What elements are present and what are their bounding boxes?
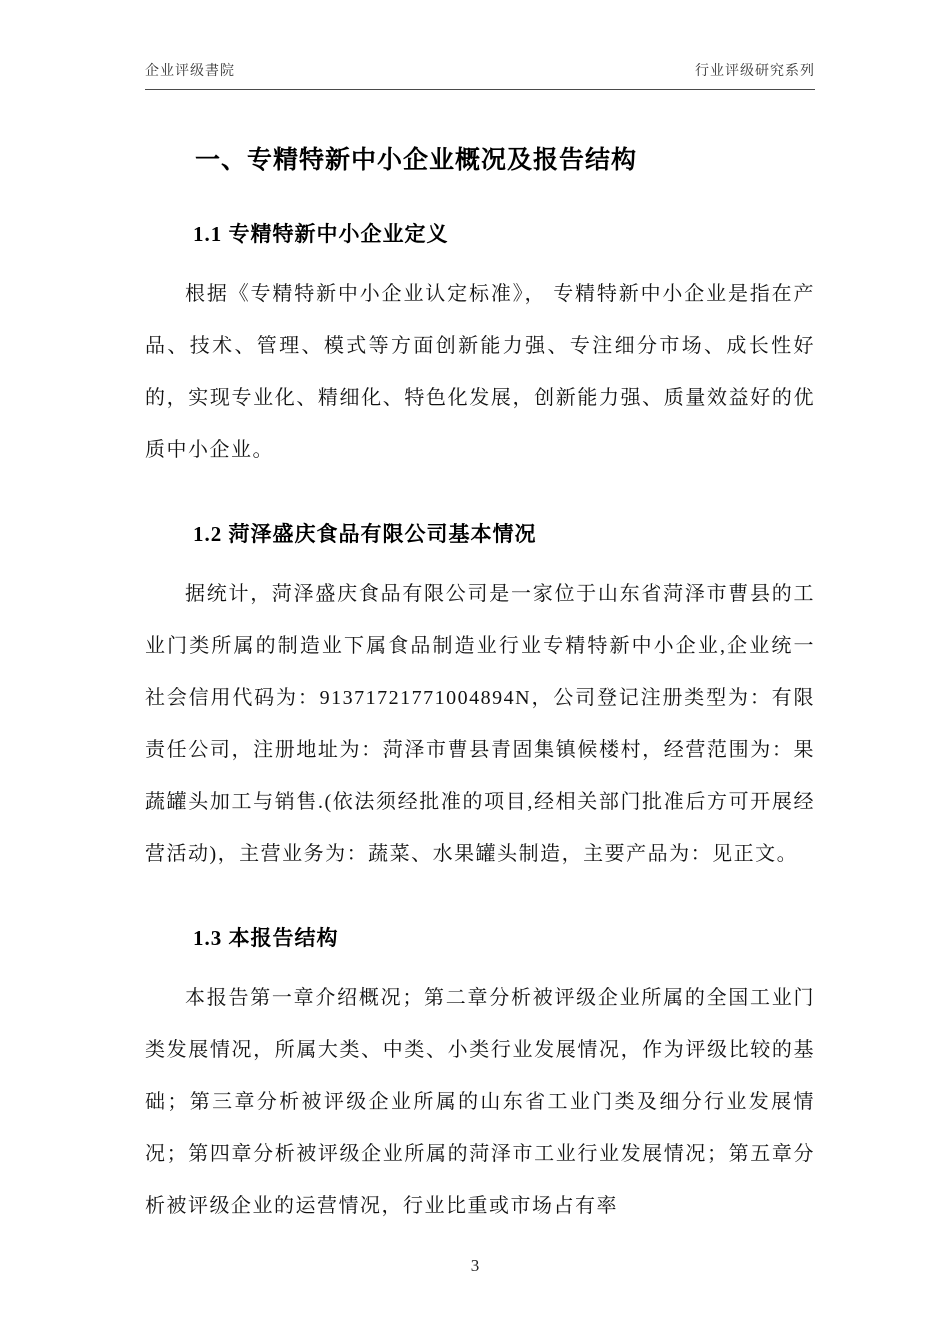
section-1-3 — [145, 922, 815, 1232]
page-footer — [0, 1256, 950, 1276]
section-body-1-3: 本报告第一章介绍概况；第二章分析被评级企业所属的全国工业门类发展情况，所属大类、中类、小类行业发展情况，作为评级比较的基础；第三章分析被评级企业所属的山东省工业门类及细分行业发展情况；第四章分析被评级企业所属的菏泽市工业行业发展情况；第五章分析被评级企业的运营情况，行业比重或市场占有率 — [145, 987, 815, 1217]
page-header — [145, 60, 815, 90]
section-heading-1-1: 1.1 专精特新中小企业定义 — [193, 222, 449, 246]
document-title: 一、专精特新中小企业概况及报告结构 — [195, 147, 638, 174]
section-body-1-1: 根据《专精特新中小企业认定标准》， 专精特新中小企业是指在产品、技术、管理、模式等方面创新能力强、专注细分市场、成长性好的，实现专业化、精细化、特色化发展，创新能力强、质量效益好的优质中小企业。 — [145, 283, 815, 461]
header-right-text: 行业评级研究系列 — [695, 64, 815, 79]
section-1-1 — [145, 218, 815, 476]
section-heading-1-2: 1.2 菏泽盛庆食品有限公司基本情况 — [193, 522, 537, 546]
page-number: 3 — [470, 1256, 480, 1275]
header-left-text: 企业评级書院 — [145, 64, 235, 79]
section-body-1-2: 据统计，菏泽盛庆食品有限公司是一家位于山东省菏泽市曹县的工业门类所属的制造业下属食品制造业行业专精特新中小企业,企业统一社会信用代码为：91371721771004894N，公司登记注册类型为：有限责任公司，注册地址为：菏泽市曹县青固集镇候楼村，经营范围为：果蔬罐头加工与销售.(依法须经批准的项目,经相关部门批准后方可开展经营活动)，主营业务为：蔬菜、水果罐头制造，主要产品为：见正文。 — [145, 583, 815, 865]
section-heading-1-3: 1.3 本报告结构 — [193, 926, 339, 950]
document-body — [145, 140, 815, 1232]
section-1-2 — [145, 518, 815, 880]
